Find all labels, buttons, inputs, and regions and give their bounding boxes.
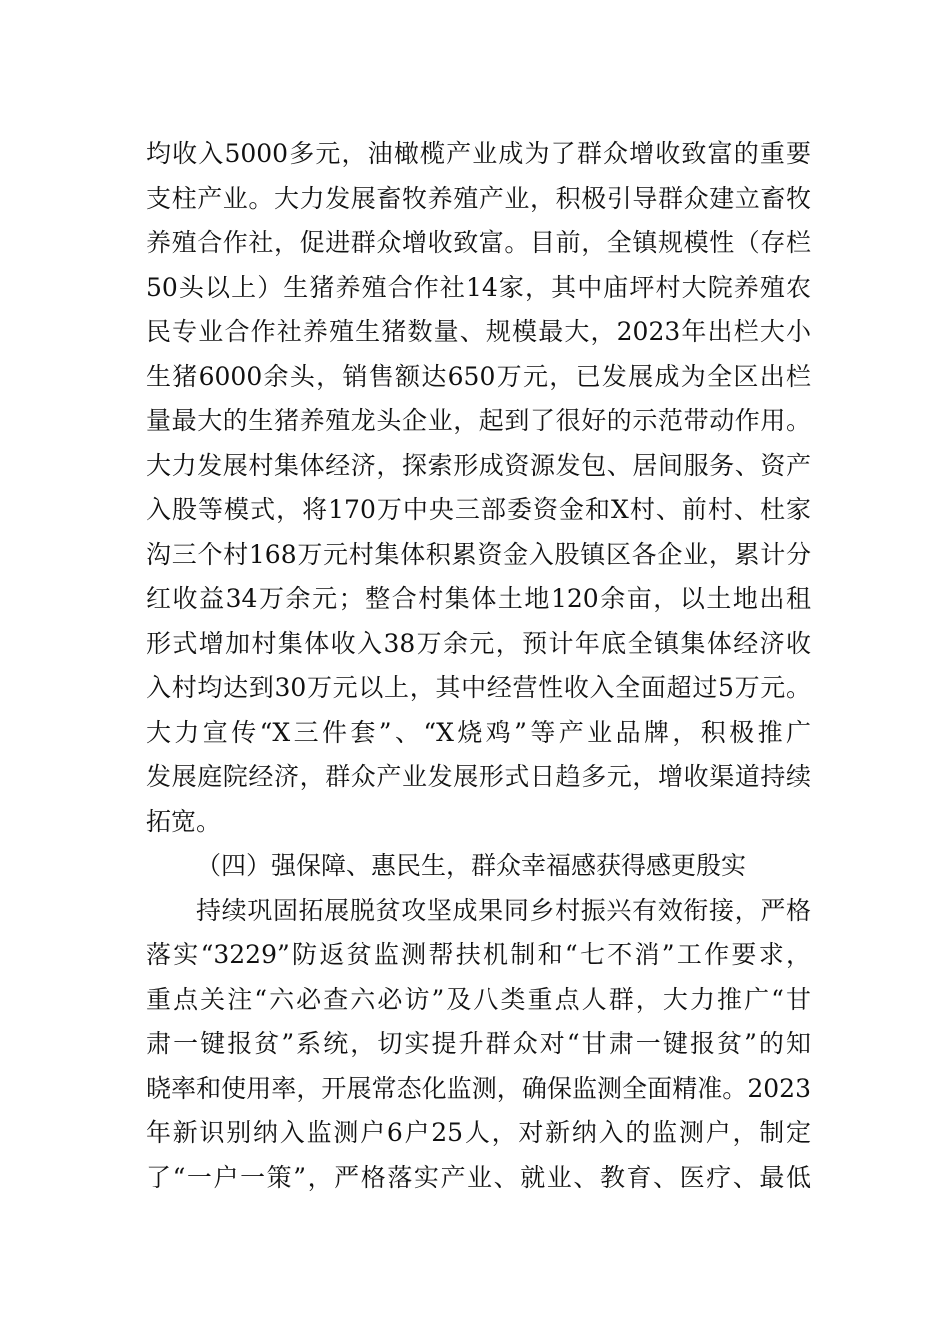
text-line: 年新识别纳入监测户6户25人，对新纳入的监测户，制定	[146, 1118, 811, 1147]
document-body	[146, 132, 811, 1200]
text-line: 了“一户一策”，严格落实产业、就业、教育、医疗、最低	[146, 1162, 811, 1192]
text-line: 支柱产业。大力发展畜牧养殖产业，积极引导群众建立畜牧	[146, 183, 811, 213]
text-line: 入股等模式，将170万中央三部委资金和X村、前村、杜家	[146, 495, 811, 524]
text-line: 民专业合作社养殖生猪数量、规模最大，2023年出栏大小	[146, 317, 811, 346]
text-line: 沟三个村168万元村集体积累资金入股镇区各企业，累计分	[146, 539, 811, 569]
text-line: 均收入5000多元，油橄榄产业成为了群众增收致富的重要	[146, 139, 811, 168]
text-line: 落实“3229”防返贫监测帮扶机制和“七不消”工作要求，	[146, 940, 811, 969]
text-line: 大力宣传“X三件套”、“X烧鸡”等产业品牌，积极推广	[146, 717, 811, 747]
text-line: 晓率和使用率，开展常态化监测，确保监测全面精准。2023	[146, 1073, 811, 1103]
text-line: 拓宽。	[146, 806, 222, 836]
text-line: 重点关注“六必查六必访”及八类重点人群，大力推广“甘	[146, 984, 811, 1014]
text-line: 肃一键报贫”系统，切实提升群众对“甘肃一键报贫”的知	[146, 1029, 811, 1058]
text-line: 50头以上）生猪养殖合作社14家，其中庙坪村大院养殖农	[146, 272, 811, 302]
section-heading: （四）强保障、惠民生，群众幸福感获得感更殷实	[196, 851, 747, 880]
text-line: 生猪6000余头，销售额达650万元，已发展成为全区出栏	[146, 361, 811, 391]
text-line: 大力发展村集体经济，探索形成资源发包、居间服务、资产	[146, 450, 811, 480]
text-line: 持续巩固拓展脱贫攻坚成果同乡村振兴有效衔接，严格	[196, 895, 811, 925]
text-line: 红收益34万余元；整合村集体土地120余亩，以土地出租	[146, 584, 811, 613]
text-line: 养殖合作社，促进群众增收致富。目前，全镇规模性（存栏	[146, 228, 811, 257]
text-line: 量最大的生猪养殖龙头企业，起到了很好的示范带动作用。	[146, 406, 811, 435]
text-line: 形式增加村集体收入38万余元，预计年底全镇集体经济收	[146, 628, 811, 658]
text-line: 入村均达到30万元以上，其中经营性收入全面超过5万元。	[146, 673, 811, 702]
text-line: 发展庭院经济，群众产业发展形式日趋多元，增收渠道持续	[146, 762, 811, 791]
